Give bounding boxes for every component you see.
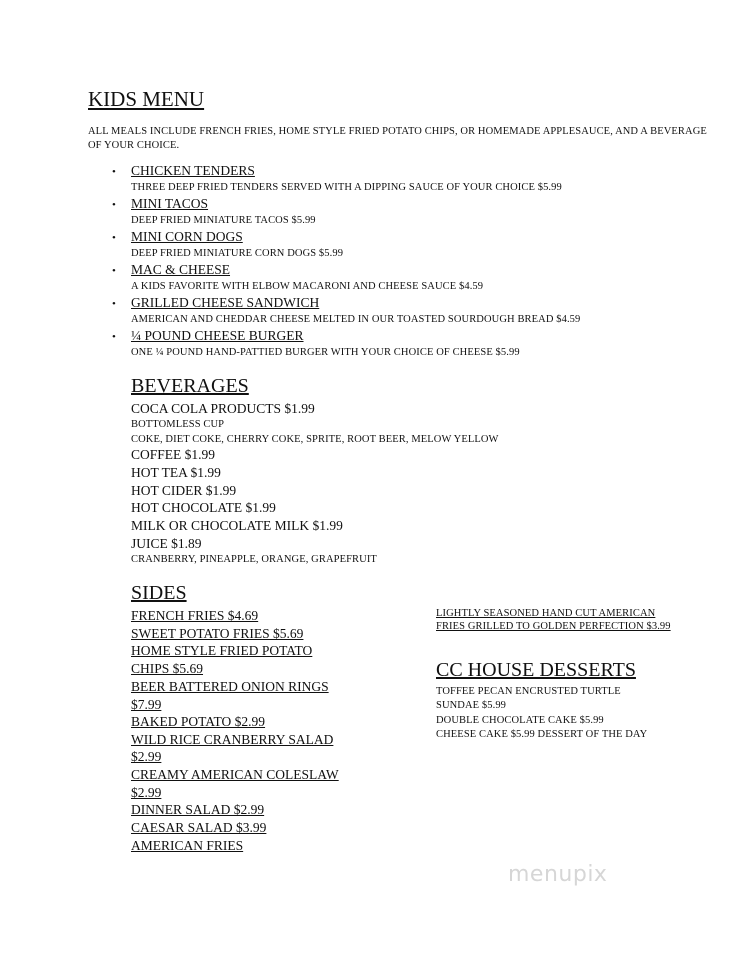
bullet-icon: • — [112, 199, 116, 211]
bullet-icon: • — [112, 331, 116, 343]
desserts-title: CC HOUSE DESSERTS — [436, 659, 636, 681]
kids-intro-line-1: ALL MEALS INCLUDE FRENCH FRIES, HOME STYLE FRIED POTATO CHIPS, OR HOMEMADE APPLESAUCE, AND A BEVERAGE — [88, 126, 707, 137]
kids-item-desc: DEEP FRIED MINIATURE CORN DOGS $5.99 — [131, 248, 344, 259]
side-line: $2.99 — [131, 749, 162, 764]
american-fries-desc-line-1: LIGHTLY SEASONED HAND CUT AMERICAN — [436, 608, 656, 619]
kids-item-name: CHICKEN TENDERS — [131, 163, 255, 178]
kids-item-name: MAC & CHEESE — [131, 262, 231, 277]
dessert-line: CHEESE CAKE $5.99 DESSERT OF THE DAY — [436, 729, 648, 740]
beverage-line: BOTTOMLESS CUP — [131, 419, 225, 430]
side-line: FRENCH FRIES $4.69 — [131, 608, 259, 623]
bullet-icon: • — [112, 166, 116, 178]
kids-item-desc: DEEP FRIED MINIATURE TACOS $5.99 — [131, 215, 316, 226]
beverages-title: BEVERAGES — [131, 375, 249, 397]
side-line: CHIPS $5.69 — [131, 661, 204, 676]
side-line: CREAMY AMERICAN COLESLAW — [131, 767, 339, 782]
menupix-watermark: menupix — [508, 862, 608, 887]
american-fries-desc-line-2: FRIES GRILLED TO GOLDEN PERFECTION $3.99 — [436, 621, 671, 632]
kids-item-desc: AMERICAN AND CHEDDAR CHEESE MELTED IN OUR TOASTED SOURDOUGH BREAD $4.59 — [131, 314, 581, 325]
sides-title: SIDES — [131, 582, 187, 604]
beverage-line: COCA COLA PRODUCTS $1.99 — [131, 401, 315, 416]
side-line: AMERICAN FRIES — [131, 838, 244, 853]
side-line: CAESAR SALAD $3.99 — [131, 820, 267, 835]
beverage-line: HOT CIDER $1.99 — [131, 483, 237, 498]
side-line: HOME STYLE FRIED POTATO — [131, 643, 313, 658]
beverage-line: HOT TEA $1.99 — [131, 465, 221, 480]
beverage-line: COKE, DIET COKE, CHERRY COKE, SPRITE, ROOT BEER, MELOW YELLOW — [131, 434, 499, 445]
bullet-icon: • — [112, 265, 116, 277]
side-line: WILD RICE CRANBERRY SALAD — [131, 732, 334, 747]
dessert-line: DOUBLE CHOCOLATE CAKE $5.99 — [436, 715, 604, 726]
beverage-line: HOT CHOCOLATE $1.99 — [131, 500, 276, 515]
kids-item-name: MINI CORN DOGS — [131, 229, 243, 244]
bullet-icon: • — [112, 298, 116, 310]
kids-menu-title: KIDS MENU — [88, 87, 205, 111]
kids-item-desc: ONE ¼ POUND HAND-PATTIED BURGER WITH YOUR CHOICE OF CHEESE $5.99 — [131, 347, 520, 358]
side-line: $7.99 — [131, 697, 162, 712]
beverage-line: MILK OR CHOCOLATE MILK $1.99 — [131, 518, 343, 533]
kids-item-name: GRILLED CHEESE SANDWICH — [131, 295, 320, 310]
side-line: DINNER SALAD $2.99 — [131, 802, 265, 817]
beverage-line: JUICE $1.89 — [131, 536, 202, 551]
kids-intro-line-2: OF YOUR CHOICE. — [88, 140, 180, 151]
side-line: $2.99 — [131, 785, 162, 800]
beverage-line: COFFEE $1.99 — [131, 447, 216, 462]
side-line: BEER BATTERED ONION RINGS — [131, 679, 329, 694]
beverage-line: CRANBERRY, PINEAPPLE, ORANGE, GRAPEFRUIT — [131, 554, 377, 565]
dessert-line: SUNDAE $5.99 — [436, 700, 507, 711]
side-line: SWEET POTATO FRIES $5.69 — [131, 626, 304, 641]
kids-item-name: MINI TACOS — [131, 196, 209, 211]
kids-item-name: ¼ POUND CHEESE BURGER — [131, 328, 304, 343]
bullet-icon: • — [112, 232, 116, 244]
kids-item-desc: A KIDS FAVORITE WITH ELBOW MACARONI AND CHEESE SAUCE $4.59 — [131, 281, 484, 292]
side-line: BAKED POTATO $2.99 — [131, 714, 266, 729]
kids-item-desc: THREE DEEP FRIED TENDERS SERVED WITH A DIPPING SAUCE OF YOUR CHOICE $5.99 — [131, 182, 562, 193]
dessert-line: TOFFEE PECAN ENCRUSTED TURTLE — [436, 686, 621, 697]
